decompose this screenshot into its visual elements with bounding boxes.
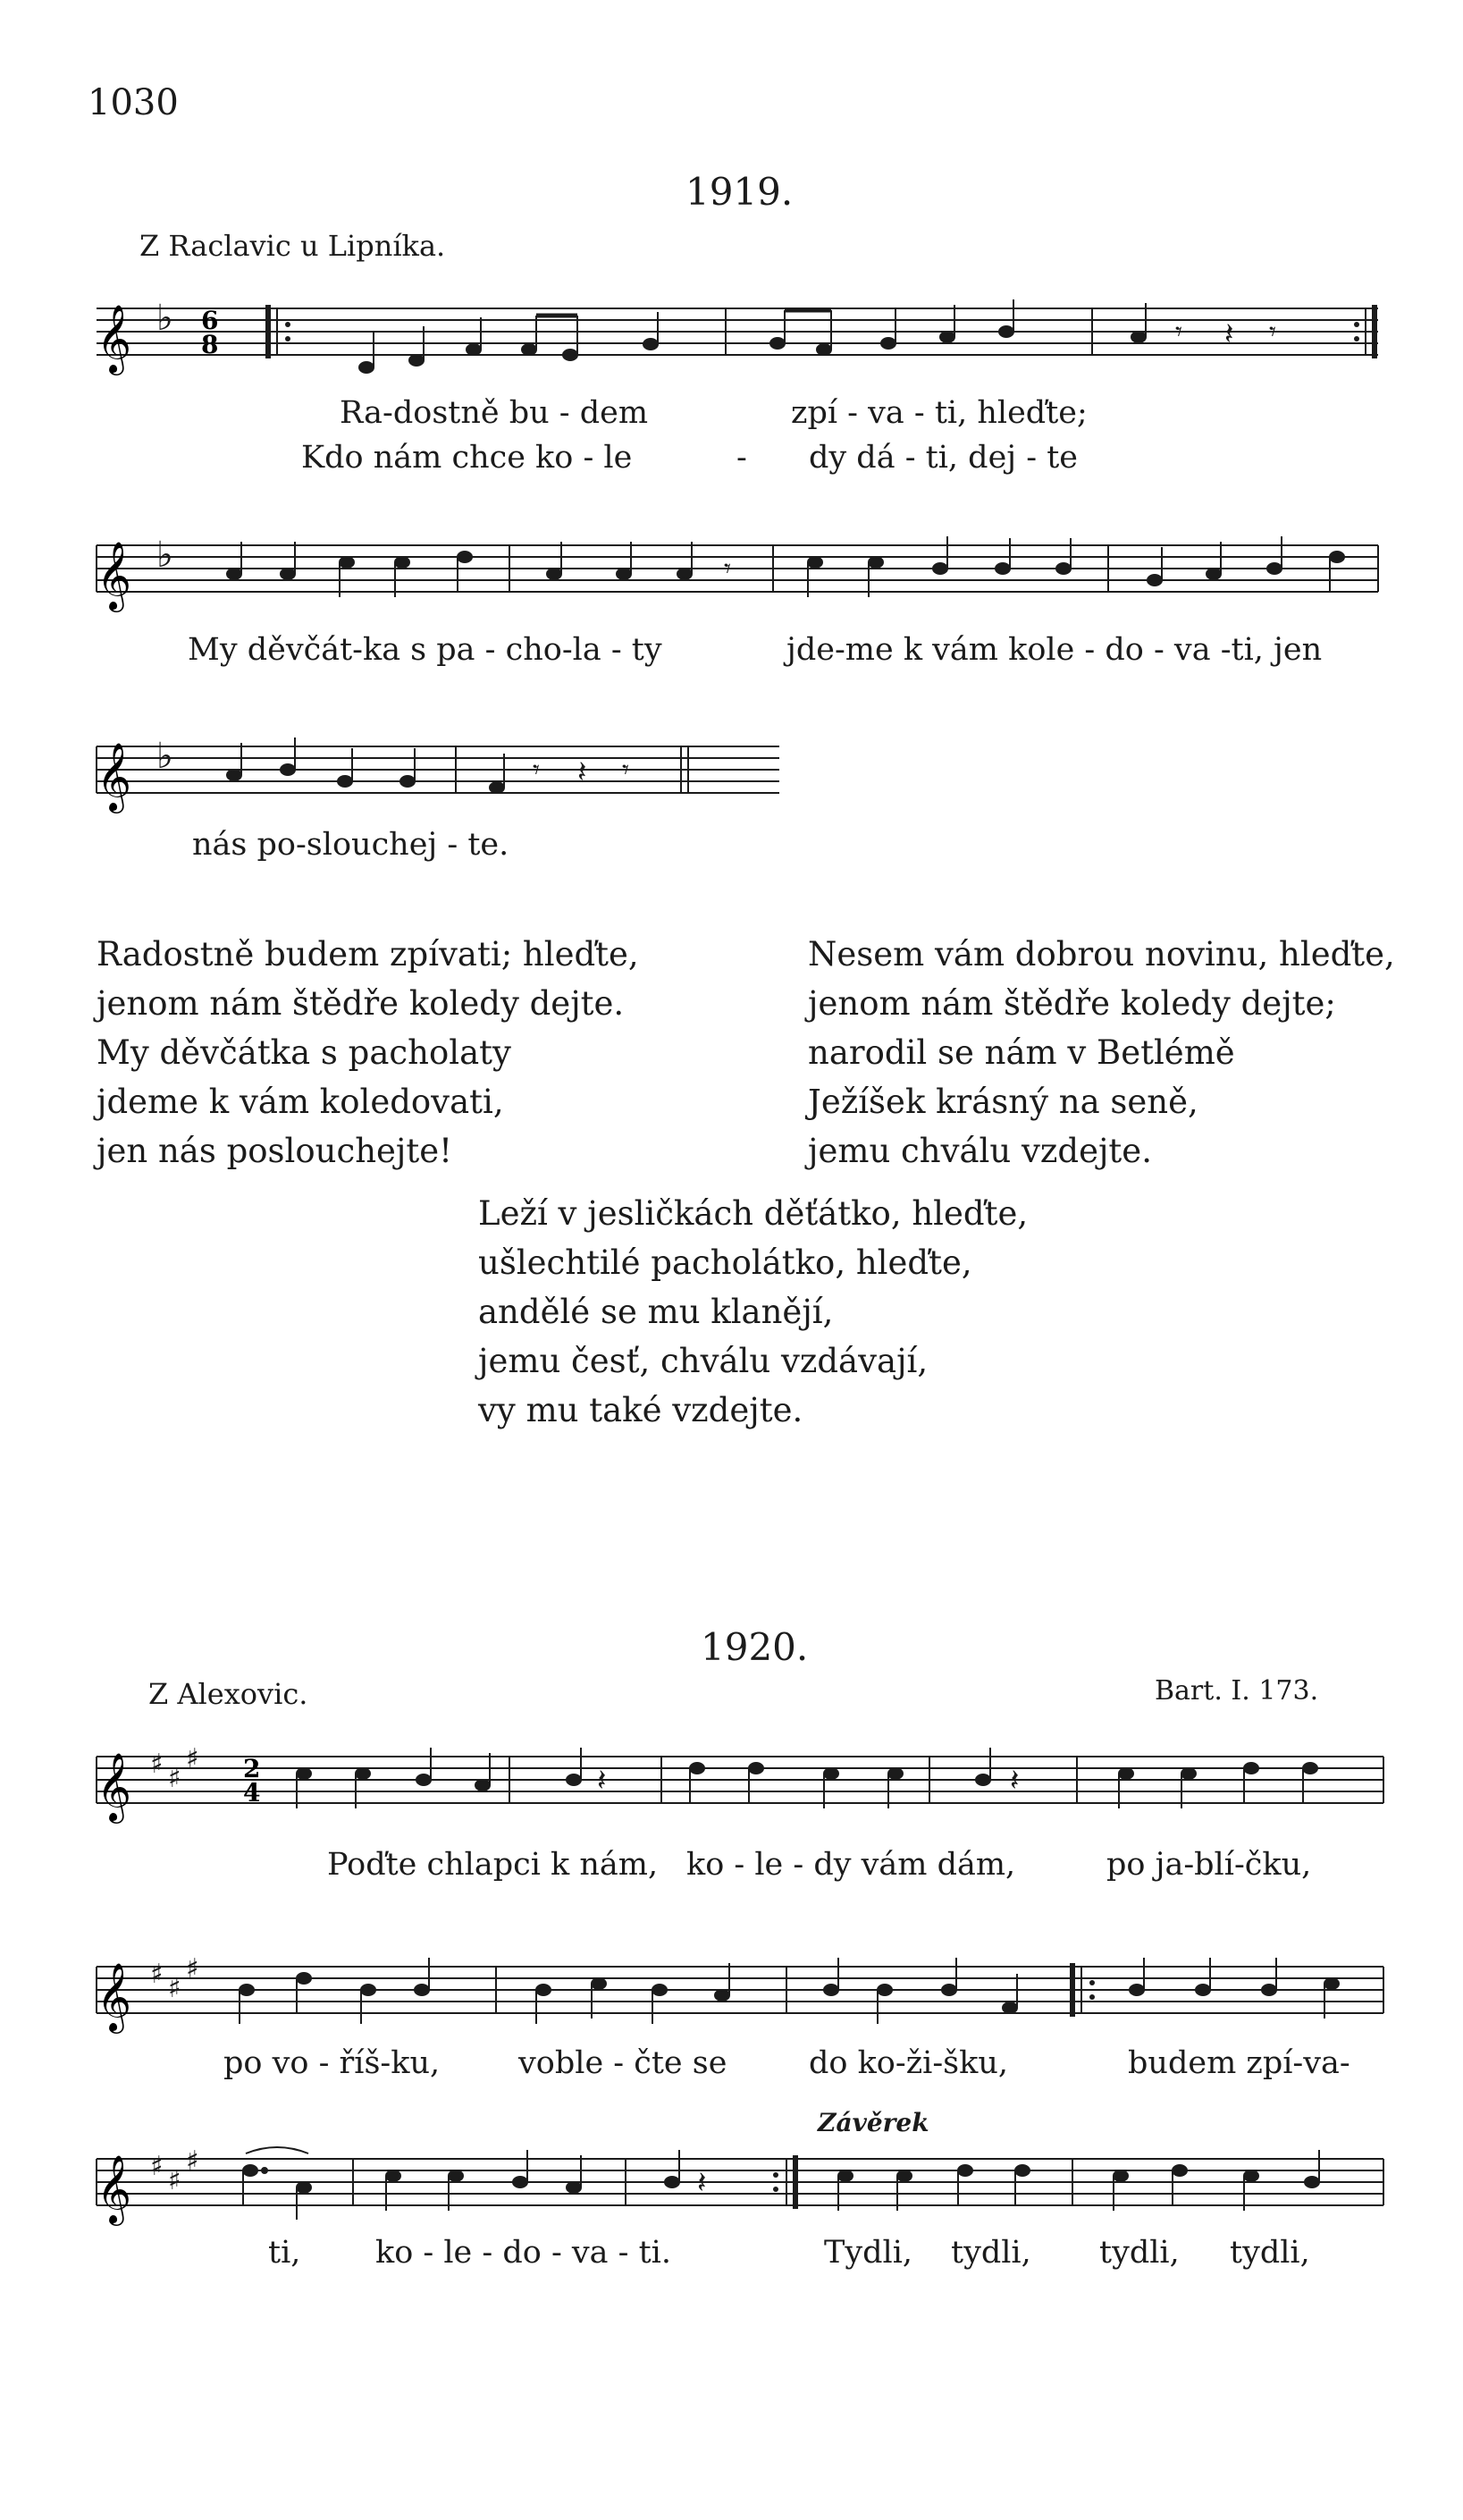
verse-line: jemu česť, chválu vzdávají, <box>478 1342 929 1380</box>
svg-text:𝄞: 𝄞 <box>97 304 132 373</box>
song-origin-1920: Z Alexovic. <box>148 1677 308 1711</box>
svg-text:𝄽: 𝄽 <box>1010 1763 1020 1799</box>
verse-line: Leží v jesličkách děťátko, hleďte, <box>478 1194 1029 1233</box>
verse-line: jenom nám štědře koledy dejte. <box>97 984 625 1023</box>
svg-text:♭: ♭ <box>156 298 173 339</box>
lyric-1919-line2-c: dy dá - ti, dej - te <box>809 440 1078 476</box>
verse-line: jemu chválu vzdejte. <box>808 1132 1152 1170</box>
svg-text:♯: ♯ <box>168 2165 181 2196</box>
lyric-1919-line4: nás po-slouchej - te. <box>192 827 509 863</box>
verse-line: jen nás poslouchejte! <box>97 1132 453 1170</box>
music-staff-1920-system-2 <box>0 1949 1463 2047</box>
svg-text:𝄾: 𝄾 <box>724 553 731 585</box>
svg-text:♭: ♭ <box>156 736 173 777</box>
verse-line: My děvčátka s pacholaty <box>97 1033 511 1072</box>
svg-text:♯: ♯ <box>186 2145 199 2177</box>
svg-text:𝄽: 𝄽 <box>1224 316 1234 352</box>
svg-text:♯: ♯ <box>150 1959 164 1990</box>
svg-text:♯: ♯ <box>186 1953 199 1985</box>
verse-line: Nesem vám dobrou novinu, hleďte, <box>808 935 1395 973</box>
lyric-1920-line3-a: ti, <box>268 2235 301 2271</box>
lyric-1919-line1-a: Ra-dostně bu - dem <box>340 395 649 431</box>
verse-2 <box>808 930 1395 1176</box>
time-signature-top: 6 <box>201 306 219 335</box>
svg-text:𝄾: 𝄾 <box>1175 316 1182 348</box>
verse-line: ušlechtilé pacholátko, hleďte, <box>478 1243 972 1282</box>
lyric-1920-line3-b: ko - le - do - va - ti. <box>375 2235 671 2271</box>
music-staff-1919-system-3 <box>0 729 1463 827</box>
svg-text:𝄾: 𝄾 <box>533 754 540 786</box>
lyric-1920-line3-c: Tydli, <box>824 2235 913 2271</box>
svg-text:♯: ♯ <box>150 1749 164 1780</box>
lyric-1919-line1-b: zpí - va - ti, hleďte; <box>791 395 1088 431</box>
time-signature-bottom: 4 <box>243 1778 261 1808</box>
svg-text:𝄾: 𝄾 <box>1269 316 1276 348</box>
song-source-1920: Bart. I. 173. <box>1155 1675 1319 1707</box>
svg-text:𝄞: 𝄞 <box>97 1752 132 1821</box>
svg-text:𝄞: 𝄞 <box>97 2154 132 2223</box>
svg-text:𝄞: 𝄞 <box>97 541 132 610</box>
lyric-1920-line2-c: do ko-ži-šku, <box>809 2045 1009 2081</box>
lyric-1920-line3-f: tydli, <box>1230 2235 1310 2271</box>
music-staff-1920-system-3 <box>0 2141 1463 2239</box>
svg-text:♯: ♯ <box>168 1973 181 2004</box>
lyric-1919-line3-b: jde-me k vám kole - do - va -ti, jen <box>786 632 1323 668</box>
lyric-1919-line3-a: My děvčát-ka s pa - cho-la - ty <box>188 632 662 668</box>
verse-line: Ježíšek krásný na seně, <box>808 1083 1198 1121</box>
svg-text:♯: ♯ <box>150 2151 164 2182</box>
svg-text:𝄽: 𝄽 <box>697 2165 707 2201</box>
verse-line: Radostně budem zpívati; hleďte, <box>97 935 639 973</box>
svg-text:♭: ♭ <box>156 535 173 576</box>
verse-3 <box>478 1189 1028 1435</box>
music-staff-1919-system-1 <box>0 291 1463 389</box>
page-number: 1030 <box>88 82 179 123</box>
verse-1 <box>97 930 639 1176</box>
verse-line: vy mu také vzdejte. <box>478 1391 803 1429</box>
song-origin-1919: Z Raclavic u Lipníka. <box>139 229 446 263</box>
verse-line: andělé se mu klanějí, <box>478 1293 834 1331</box>
time-signature-top: 2 <box>243 1754 261 1783</box>
svg-text:𝄽: 𝄽 <box>577 754 587 790</box>
svg-text:𝄞: 𝄞 <box>97 742 132 811</box>
verse-line: narodil se nám v Betlémě <box>808 1033 1235 1072</box>
lyric-1920-line3-d: tydli, <box>951 2235 1031 2271</box>
lyric-1920-line2-b: voble - čte se <box>518 2045 727 2081</box>
lyric-1920-line3-e: tydli, <box>1099 2235 1180 2271</box>
song-number-1920: 1920. <box>701 1625 809 1669</box>
song-number-1919: 1919. <box>685 170 794 214</box>
lyric-1920-line1-c: po ja-blí-čku, <box>1106 1847 1312 1883</box>
verse-line: jenom nám štědře koledy dejte; <box>808 984 1336 1023</box>
svg-text:𝄽: 𝄽 <box>597 1763 607 1799</box>
svg-text:𝄞: 𝄞 <box>97 1962 132 2031</box>
lyric-1920-line2-d: budem zpí-va- <box>1128 2045 1350 2081</box>
svg-text:♯: ♯ <box>186 1743 199 1774</box>
lyric-1920-line1-a: Poďte chlapci k nám, <box>327 1847 659 1883</box>
svg-text:♯: ♯ <box>168 1763 181 1794</box>
music-staff-1920-system-1 <box>0 1739 1463 1837</box>
svg-text:𝄾: 𝄾 <box>622 754 629 786</box>
lyric-1919-line2-b: - <box>736 440 747 476</box>
closing-label: Závěrek <box>818 2108 929 2137</box>
lyric-1920-line2-a: po vo - říš-ku, <box>223 2045 441 2081</box>
time-signature-bottom: 8 <box>201 330 219 359</box>
verse-line: jdeme k vám koledovati, <box>97 1083 504 1121</box>
lyric-1920-line1-b: ko - le - dy vám dám, <box>686 1847 1016 1883</box>
music-staff-1919-system-2 <box>0 527 1463 626</box>
lyric-1919-line2-a: Kdo nám chce ko - le <box>301 440 633 476</box>
